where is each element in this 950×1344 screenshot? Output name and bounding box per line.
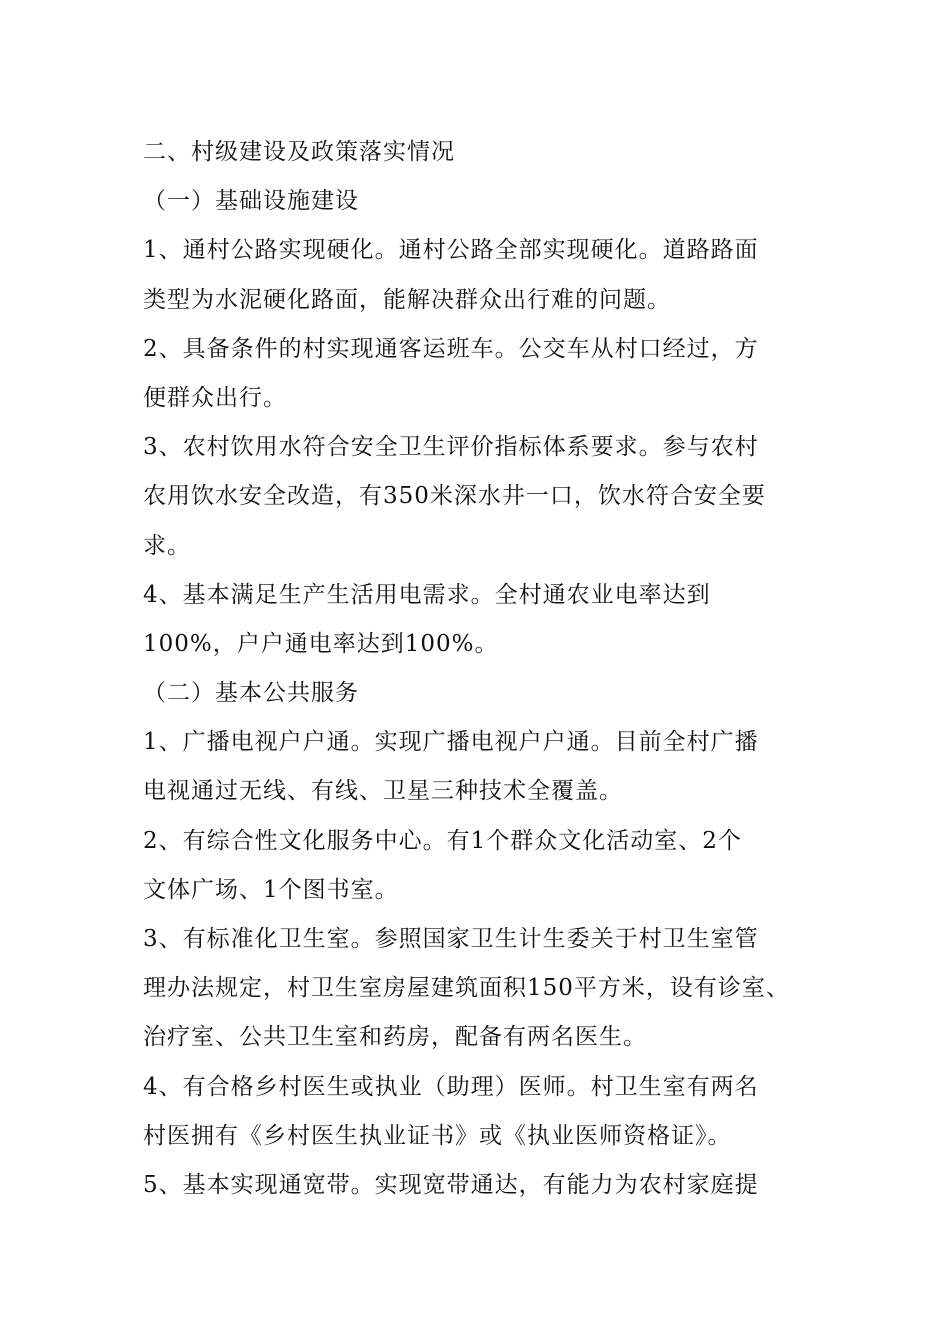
paragraph-line: 电视通过无线、有线、卫星三种技术全覆盖。 xyxy=(143,778,623,805)
paragraph-line: 类型为水泥硬化路面，能解决群众出行难的问题。 xyxy=(143,286,671,313)
paragraph-line: 求。 xyxy=(143,532,191,559)
paragraph-line: 4、基本满足生产生活用电需求。全村通农业电率达到 xyxy=(143,581,711,608)
paragraph-line: 便群众出行。 xyxy=(143,384,287,411)
paragraph-line: 农用饮水安全改造，有350米深水井一口，饮水符合安全要 xyxy=(143,483,766,510)
paragraph-line: 3、农村饮用水符合安全卫生评价指标体系要求。参与农村 xyxy=(143,434,759,461)
subsection-heading: （二）基本公共服务 xyxy=(143,680,359,707)
paragraph-line: 4、有合格乡村医生或执业（助理）医师。村卫生室有两名 xyxy=(143,1073,759,1100)
paragraph-line: 5、基本实现通宽带。实现宽带通达，有能力为农村家庭提 xyxy=(143,1171,759,1198)
paragraph-line: 治疗室、公共卫生室和药房，配备有两名医生。 xyxy=(143,1024,647,1051)
paragraph-line: 1、广播电视户户通。实现广播电视户户通。目前全村广播 xyxy=(143,729,759,756)
document-body xyxy=(143,128,833,1210)
paragraph-line: 2、有综合性文化服务中心。有1个群众文化活动室、2个 xyxy=(143,827,742,854)
paragraph-line: 3、有标准化卫生室。参照国家卫生计生委关于村卫生室管 xyxy=(143,926,759,952)
paragraph-line: 1、通村公路实现硬化。通村公路全部实现硬化。道路路面 xyxy=(143,237,759,264)
subsection-heading: （一）基础设施建设 xyxy=(143,188,359,215)
paragraph-line: 2、具备条件的村实现通客运班车。公交车从村口经过，方 xyxy=(143,335,759,362)
paragraph-line: 文体广场、1个图书室。 xyxy=(143,876,399,903)
paragraph-line: 100%，户户通电率达到100%。 xyxy=(143,630,499,657)
section-heading: 二、村级建设及政策落实情况 xyxy=(143,139,455,165)
paragraph-line: 村医拥有《乡村医生执业证书》或《执业医师资格证》。 xyxy=(143,1122,732,1149)
paragraph-line: 理办法规定，村卫生室房屋建筑面积150平方米，设有诊室、 xyxy=(143,975,790,1002)
